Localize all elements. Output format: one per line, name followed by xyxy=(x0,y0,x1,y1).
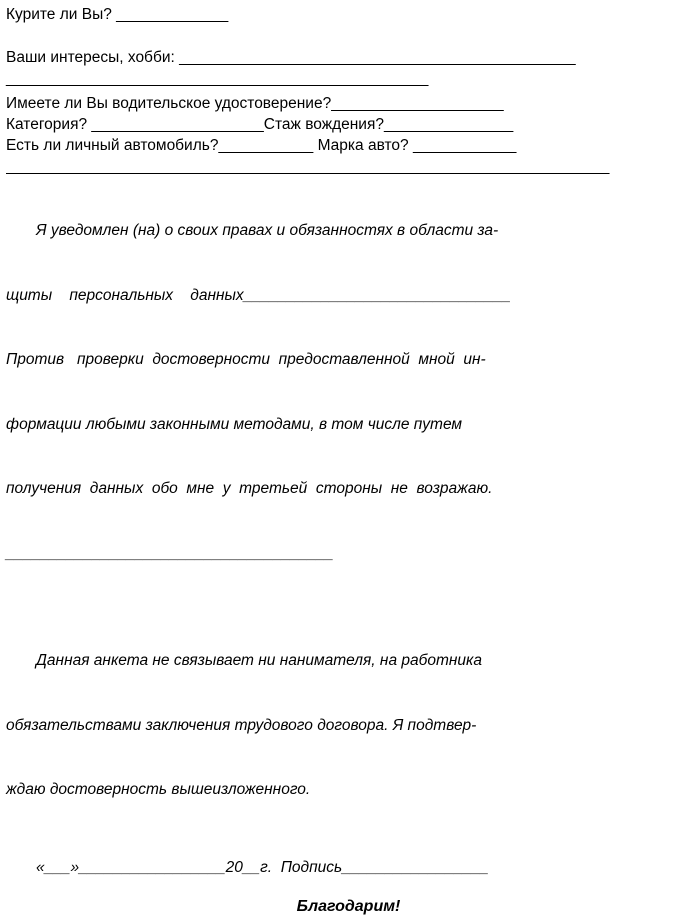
consent-line-2: щиты персональных данных_______________________________ xyxy=(6,286,511,304)
statement-block xyxy=(6,607,691,844)
question-personal-car: Есть ли личный автомобиль?___________ Марка авто? ____________ xyxy=(6,137,517,154)
consent-fill-line: ______________________________________ xyxy=(6,544,334,562)
signature-line-text: «___»_________________20__г. Подпись_________________ xyxy=(36,858,489,876)
question-smoke: Курите ли Вы? _____________ xyxy=(6,6,229,23)
consent-line-4: формации любыми законными методами, в том числе путем xyxy=(6,415,463,433)
section-divider: ______________________________________________________________________ xyxy=(6,158,610,175)
statement-line-2: обязательствами заключения трудового договора. Я подтвер- xyxy=(6,716,477,734)
question-category-experience: Категория? ____________________Стаж вождения?_______________ xyxy=(6,116,514,133)
statement-line-1-text: Данная анкета не связывает ни нанимателя, на работника xyxy=(36,652,482,669)
question-interests: Ваши интересы, хобби: ______________________________________________ xyxy=(6,49,576,66)
signature-line xyxy=(6,857,691,878)
question-driver-license: Имеете ли Вы водительское удостоверение?____________________ xyxy=(6,95,504,112)
thanks-text: Благодарим! xyxy=(296,897,401,915)
consent-line-1 xyxy=(6,220,691,242)
consent-line-3: Против проверки достоверности предоставленной мной ин- xyxy=(6,351,486,368)
statement-line-3: ждаю достоверность вышеизложенного. xyxy=(6,781,311,798)
consent-block xyxy=(6,177,691,607)
spacer xyxy=(6,25,691,47)
consent-line-1-text: Я уведомлен (на) о своих правах и обязанностях в области за- xyxy=(36,222,499,239)
spacer xyxy=(6,844,691,857)
question-interests-continuation: _________________________________________________ xyxy=(6,70,429,87)
statement-line-1 xyxy=(6,650,691,672)
consent-line-5: получения данных обо мне у третьей стороны не возражаю. xyxy=(6,480,493,497)
